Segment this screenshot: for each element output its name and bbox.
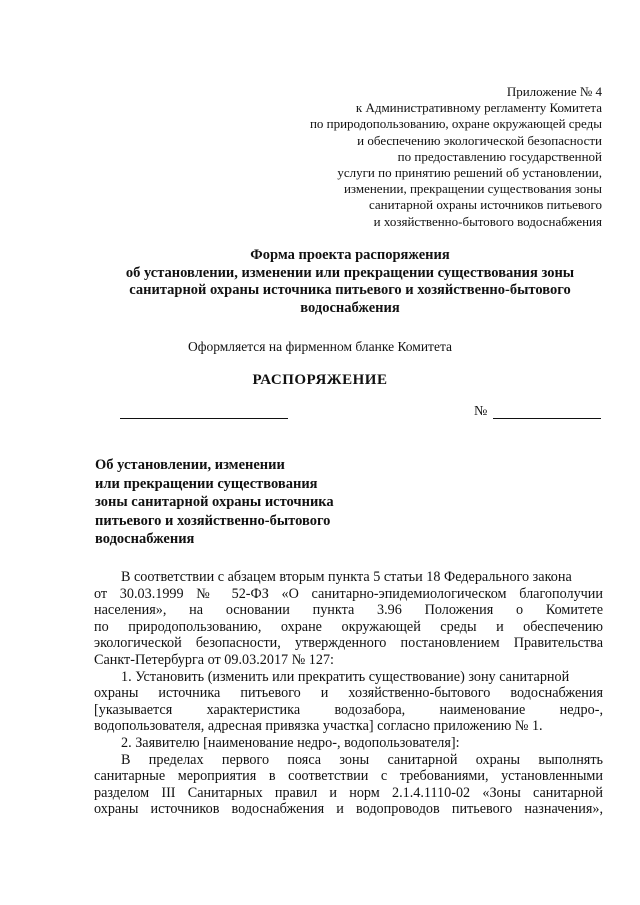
appendix-line: Приложение № 4: [506, 84, 602, 99]
body-line: санитарные мероприятия в соответствии с требованиями, установленными: [94, 768, 603, 785]
appendix-header: [310, 84, 602, 230]
appendix-line: по природопользованию, охране окружающей среды: [309, 116, 602, 132]
subject-line: или прекращении существования: [95, 475, 318, 492]
document-title: РАСПОРЯЖЕНИЕ: [252, 372, 388, 388]
form-title: [80, 247, 620, 317]
appendix-line: услуги по принятию решений об установлении,: [337, 165, 602, 181]
body-line: Санкт-Петербурга от 09.03.2017 № 127:: [94, 651, 334, 668]
body-line: В соответствии с абзацем вторым пункта 5 статьи 18 Федерального закона: [121, 569, 572, 585]
subject-line: зоны санитарной охраны источника: [95, 494, 334, 510]
body-line: от 30.03.1999 № 52-ФЗ «О санитарно-эпидемиологическом благополучии: [94, 585, 603, 602]
appendix-line: и обеспечению экологической безопасности: [357, 132, 602, 148]
form-title-line: Форма проекта распоряжения: [250, 247, 450, 263]
appendix-line: санитарной охраны источников питьевого: [368, 197, 602, 213]
body-line: В пределах первого пояса зоны санитарной охраны выполнять: [121, 751, 603, 768]
date-blank-line: [120, 418, 288, 419]
subject-line: водоснабжения: [95, 531, 195, 547]
body-line: охраны источников водоснабжения и водопроводов питьевого назначения»,: [94, 801, 603, 818]
form-title-line: об установлении, изменении или прекращении существования зоны: [125, 264, 575, 281]
appendix-line: по предоставлению государственной: [397, 148, 602, 164]
form-title-line: водоснабжения: [300, 299, 400, 316]
body-line: по природопользованию, охране окружающей среды и обеспечению: [94, 618, 603, 635]
number-label: №: [474, 404, 488, 419]
body-text: [94, 569, 603, 818]
appendix-line: к Административному регламенту Комитета: [355, 100, 602, 116]
body-line: разделом III Санитарных правил и норм 2.1.4.1110-02 «Зоны санитарной: [94, 784, 603, 801]
body-line: водопользователя, адресная привязка участка] согласно приложению № 1.: [94, 718, 543, 735]
subject-heading: [95, 456, 334, 549]
body-line: населения», на основании пункта 3.96 Положения о Комитете: [94, 602, 603, 619]
body-line: экологической безопасности, утвержденного постановлением Правительства: [94, 635, 603, 652]
appendix-line: и хозяйственно-бытового водоснабжения: [373, 213, 602, 229]
subject-line: питьевого и хозяйственно-бытового: [95, 512, 331, 529]
subject-line: Об установлении, изменении: [95, 457, 285, 473]
body-line: 2. Заявителю [наименование недро-, водопользователя]:: [121, 734, 460, 751]
body-line: [указывается характеристика водозабора, наименование недро-,: [94, 701, 603, 718]
body-line: 1. Установить (изменить или прекратить существование) зону санитарной: [121, 668, 570, 685]
appendix-line: изменении, прекращении существования зоны: [343, 181, 602, 197]
number-blank-line: [493, 418, 601, 419]
body-line: охраны источника питьевого и хозяйственно-бытового водоснабжения: [94, 685, 603, 702]
form-title-line: санитарной охраны источника питьевого и хозяйственно-бытового: [129, 282, 571, 299]
blank-note: Оформляется на фирменном бланке Комитета: [187, 339, 453, 354]
